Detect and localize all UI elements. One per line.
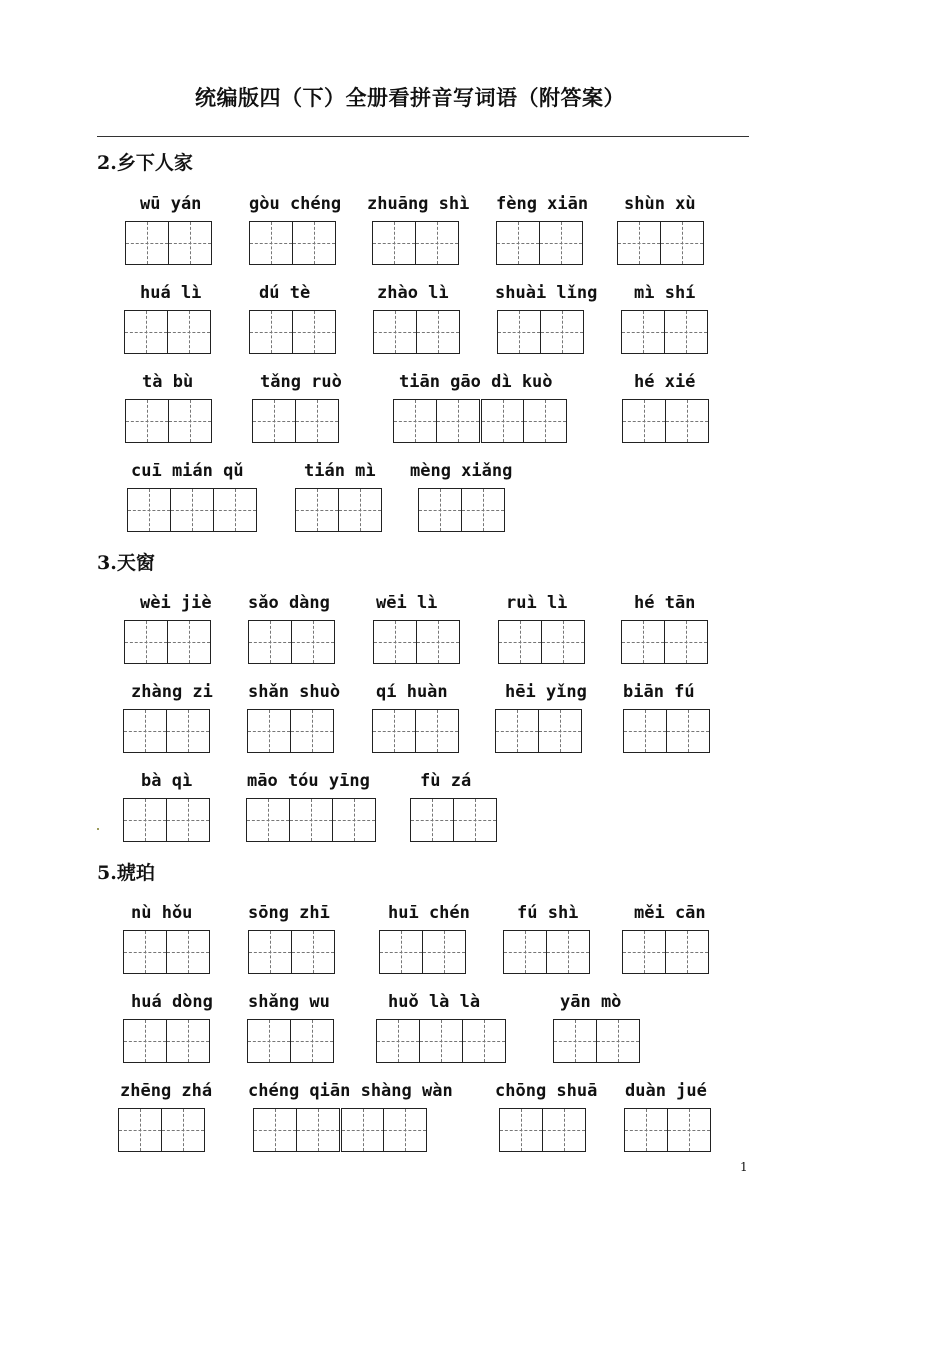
- character-box[interactable]: [161, 1108, 205, 1152]
- character-box[interactable]: [290, 1019, 334, 1063]
- character-box[interactable]: [622, 399, 666, 443]
- writing-grid: [125, 399, 211, 443]
- character-box[interactable]: [296, 1108, 340, 1152]
- character-box[interactable]: [379, 930, 423, 974]
- writing-grid: [623, 709, 709, 753]
- character-box[interactable]: [383, 1108, 427, 1152]
- pinyin-label: hé xié: [634, 372, 696, 392]
- character-box[interactable]: [415, 221, 459, 265]
- pinyin-label: cuī mián qǔ: [131, 461, 244, 481]
- pinyin-label: chōng shuā: [495, 1081, 598, 1101]
- writing-grid: [621, 310, 707, 354]
- character-box[interactable]: [170, 488, 214, 532]
- character-box[interactable]: [596, 1019, 640, 1063]
- page-title: 统编版四（下）全册看拼音写词语（附答案）: [195, 85, 625, 110]
- pinyin-label: bà qì: [141, 771, 193, 791]
- character-box[interactable]: [253, 1108, 297, 1152]
- pinyin-label: huá dòng: [131, 992, 213, 1012]
- pinyin-label: sǎo dàng: [248, 593, 330, 613]
- character-box[interactable]: [665, 930, 709, 974]
- writing-grid: [249, 310, 335, 354]
- character-box[interactable]: [291, 620, 335, 664]
- writing-grid: [621, 620, 707, 664]
- character-box[interactable]: [546, 930, 590, 974]
- character-box[interactable]: [622, 930, 666, 974]
- character-box[interactable]: [422, 930, 466, 974]
- pinyin-label: tián mì: [304, 461, 376, 481]
- character-box[interactable]: [295, 488, 339, 532]
- character-box[interactable]: [660, 221, 704, 265]
- character-box[interactable]: [461, 488, 505, 532]
- pinyin-label: tǎng ruò: [260, 372, 342, 392]
- character-box[interactable]: [124, 310, 168, 354]
- character-box[interactable]: [338, 488, 382, 532]
- pinyin-label: dú tè: [259, 283, 311, 303]
- writing-grid: [372, 221, 458, 265]
- character-box[interactable]: [624, 1108, 668, 1152]
- character-box[interactable]: [523, 399, 567, 443]
- character-box[interactable]: [496, 221, 540, 265]
- writing-grid: [295, 488, 381, 532]
- character-box[interactable]: [341, 1108, 385, 1152]
- pinyin-label: shùn xù: [624, 194, 696, 214]
- character-box[interactable]: [373, 310, 417, 354]
- writing-grid: [497, 310, 583, 354]
- pinyin-label: zhuāng shì: [367, 194, 470, 214]
- character-box[interactable]: [372, 221, 416, 265]
- character-box[interactable]: [125, 399, 169, 443]
- pinyin-label: fú shì: [517, 903, 579, 923]
- character-box[interactable]: [542, 1108, 586, 1152]
- character-box[interactable]: [167, 620, 211, 664]
- pinyin-label: huá lì: [140, 283, 202, 303]
- character-box[interactable]: [246, 798, 290, 842]
- character-box[interactable]: [436, 399, 480, 443]
- pinyin-label: qí huàn: [376, 682, 448, 702]
- character-box[interactable]: [667, 1108, 711, 1152]
- character-box[interactable]: [291, 930, 335, 974]
- pinyin-label: wèi jiè: [140, 593, 212, 613]
- character-box[interactable]: [499, 1108, 543, 1152]
- pinyin-label: fèng xiān: [496, 194, 589, 214]
- writing-grid: [418, 488, 504, 532]
- writing-grid: [553, 1019, 639, 1063]
- character-box[interactable]: [123, 1019, 167, 1063]
- writing-grid: [246, 798, 374, 842]
- character-box[interactable]: [419, 1019, 463, 1063]
- writing-grid: [252, 399, 338, 443]
- section-heading: 2.乡下人家: [97, 152, 193, 174]
- writing-grid: [253, 1108, 426, 1152]
- stray-mark: [97, 828, 99, 830]
- character-box[interactable]: [541, 620, 585, 664]
- writing-grid: [393, 399, 566, 443]
- character-box[interactable]: [416, 620, 460, 664]
- character-box[interactable]: [376, 1019, 420, 1063]
- character-box[interactable]: [481, 399, 525, 443]
- writing-grid: [503, 930, 589, 974]
- character-box[interactable]: [167, 310, 211, 354]
- character-box[interactable]: [118, 1108, 162, 1152]
- character-box[interactable]: [664, 310, 708, 354]
- pinyin-label: nù hǒu: [131, 903, 193, 923]
- writing-grid: [124, 620, 210, 664]
- character-box[interactable]: [416, 310, 460, 354]
- character-box[interactable]: [166, 1019, 210, 1063]
- character-box[interactable]: [664, 620, 708, 664]
- character-box[interactable]: [553, 1019, 597, 1063]
- writing-grid: [127, 488, 255, 532]
- pinyin-label: zhēng zhá: [120, 1081, 213, 1101]
- writing-grid: [124, 310, 210, 354]
- character-box[interactable]: [538, 709, 582, 753]
- character-box[interactable]: [213, 488, 257, 532]
- writing-grid: [123, 798, 209, 842]
- character-box[interactable]: [393, 399, 437, 443]
- writing-grid: [624, 1108, 710, 1152]
- character-box[interactable]: [621, 310, 665, 354]
- pinyin-label: tiān gāo dì kuò: [399, 372, 553, 392]
- character-box[interactable]: [495, 709, 539, 753]
- pinyin-label: fù zá: [420, 771, 472, 791]
- writing-grid: [622, 399, 708, 443]
- character-box[interactable]: [539, 221, 583, 265]
- pinyin-label: hēi yǐng: [505, 682, 587, 702]
- character-box[interactable]: [332, 798, 376, 842]
- writing-grid: [125, 221, 211, 265]
- writing-grid: [248, 930, 334, 974]
- writing-grid: [495, 709, 581, 753]
- pinyin-label: gòu chéng: [249, 194, 342, 214]
- pinyin-label: zhào lì: [377, 283, 449, 303]
- writing-grid: [372, 709, 458, 753]
- character-box[interactable]: [462, 1019, 506, 1063]
- character-box[interactable]: [415, 709, 459, 753]
- character-box[interactable]: [617, 221, 661, 265]
- pinyin-label: shǎng wu: [248, 992, 330, 1012]
- pinyin-label: mì shí: [634, 283, 696, 303]
- section-heading: 3.天窗: [97, 552, 155, 574]
- character-box[interactable]: [123, 930, 167, 974]
- character-box[interactable]: [168, 399, 212, 443]
- character-box[interactable]: [247, 1019, 291, 1063]
- character-box[interactable]: [166, 930, 210, 974]
- writing-grid: [496, 221, 582, 265]
- writing-grid: [247, 1019, 333, 1063]
- character-box[interactable]: [295, 399, 339, 443]
- character-box[interactable]: [623, 709, 667, 753]
- writing-grid: [118, 1108, 204, 1152]
- writing-grid: [410, 798, 496, 842]
- pinyin-label: sōng zhī: [248, 903, 330, 923]
- writing-grid: [247, 709, 333, 753]
- character-box[interactable]: [166, 709, 210, 753]
- character-box[interactable]: [418, 488, 462, 532]
- character-box[interactable]: [125, 221, 169, 265]
- pinyin-label: wū yán: [140, 194, 202, 214]
- pinyin-label: huī chén: [388, 903, 470, 923]
- pinyin-label: huǒ là là: [388, 992, 481, 1012]
- writing-grid: [622, 930, 708, 974]
- character-box[interactable]: [503, 930, 547, 974]
- character-box[interactable]: [498, 620, 542, 664]
- character-box[interactable]: [247, 709, 291, 753]
- character-box[interactable]: [248, 930, 292, 974]
- pinyin-label: chéng qiān shàng wàn: [248, 1081, 453, 1101]
- character-box[interactable]: [252, 399, 296, 443]
- pinyin-label: měi cān: [634, 903, 706, 923]
- character-box[interactable]: [497, 310, 541, 354]
- character-box[interactable]: [292, 310, 336, 354]
- character-box[interactable]: [540, 310, 584, 354]
- writing-grid: [379, 930, 465, 974]
- character-box[interactable]: [166, 798, 210, 842]
- page-number: 1: [740, 1160, 748, 1174]
- character-box[interactable]: [289, 798, 333, 842]
- character-box[interactable]: [127, 488, 171, 532]
- writing-grid: [123, 930, 209, 974]
- section-heading: 5.琥珀: [97, 862, 155, 884]
- character-box[interactable]: [292, 221, 336, 265]
- pinyin-label: mèng xiǎng: [410, 461, 513, 481]
- pinyin-label: ruì lì: [506, 593, 568, 613]
- character-box[interactable]: [621, 620, 665, 664]
- writing-grid: [249, 221, 335, 265]
- character-box[interactable]: [665, 399, 709, 443]
- pinyin-label: duàn jué: [625, 1081, 707, 1101]
- character-box[interactable]: [123, 709, 167, 753]
- character-box[interactable]: [290, 709, 334, 753]
- pinyin-label: tà bù: [142, 372, 194, 392]
- writing-grid: [498, 620, 584, 664]
- pinyin-label: māo tóu yīng: [247, 771, 370, 791]
- pinyin-label: shuài lǐng: [495, 283, 598, 303]
- title-divider: [97, 136, 749, 137]
- character-box[interactable]: [453, 798, 497, 842]
- character-box[interactable]: [248, 620, 292, 664]
- writing-grid: [373, 620, 459, 664]
- writing-grid: [617, 221, 703, 265]
- character-box[interactable]: [372, 709, 416, 753]
- pinyin-label: biān fú: [623, 682, 695, 702]
- character-box[interactable]: [124, 620, 168, 664]
- character-box[interactable]: [249, 221, 293, 265]
- character-box[interactable]: [373, 620, 417, 664]
- pinyin-label: yān mò: [560, 992, 622, 1012]
- character-box[interactable]: [410, 798, 454, 842]
- character-box[interactable]: [168, 221, 212, 265]
- writing-grid: [248, 620, 334, 664]
- writing-grid: [499, 1108, 585, 1152]
- pinyin-label: wēi lì: [376, 593, 438, 613]
- writing-grid: [123, 1019, 209, 1063]
- writing-grid: [376, 1019, 504, 1063]
- pinyin-label: zhàng zi: [131, 682, 213, 702]
- character-box[interactable]: [249, 310, 293, 354]
- writing-grid: [373, 310, 459, 354]
- pinyin-label: hé tān: [634, 593, 696, 613]
- character-box[interactable]: [123, 798, 167, 842]
- writing-grid: [123, 709, 209, 753]
- pinyin-label: shǎn shuò: [248, 682, 341, 702]
- character-box[interactable]: [666, 709, 710, 753]
